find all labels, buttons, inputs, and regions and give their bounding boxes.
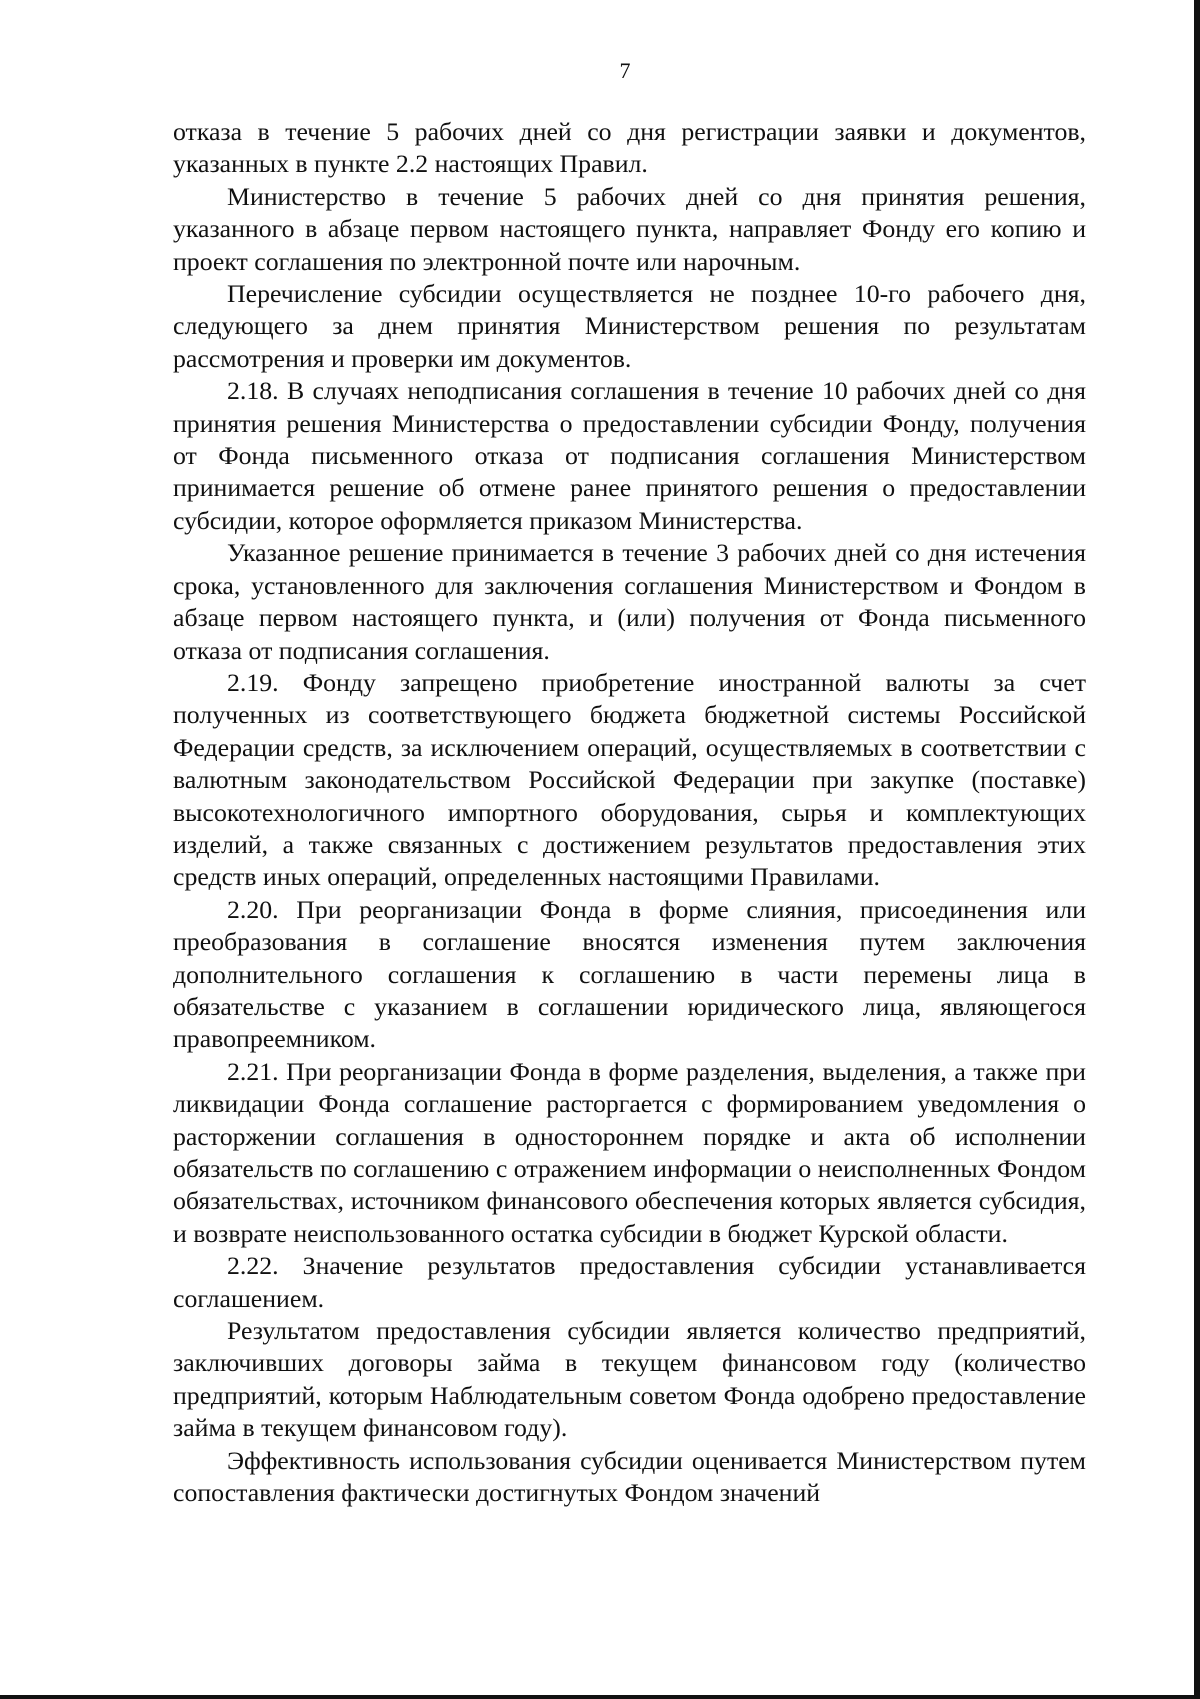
paragraph: Эффективность использования субсидии оценивается Министерством путем сопоставления фактически достигнутых Фондом значений <box>173 1445 1086 1508</box>
paragraph-2-18: 2.18. В случаях неподписания соглашения в течение 10 рабочих дней со дня принятия решения Министерства о предоставлении субсидии Фонду, получения от Фонда письменного отказа от подписания соглашения Министерством принимается решение об отмене ранее принятого решения о предоставлении субсидии, которое оформляется приказом Министерства. <box>173 376 1086 535</box>
paragraph: Перечисление субсидии осуществляется не позднее 10-го рабочего дня, следующего за днем принятия Министерством решения по результатам рассмотрения и проверки им документов. <box>173 279 1086 373</box>
paragraph: Результатом предоставления субсидии является количество предприятий, заключивших договоры займа в текущем финансовом году (количество предприятий, которым Наблюдательным советом Фонда одобрено предоставление займа в текущем финансовом году). <box>173 1316 1086 1443</box>
document-body <box>173 116 1086 1509</box>
page-number: 7 <box>619 58 631 83</box>
paragraph: Указанное решение принимается в течение 3 рабочих дней со дня истечения срока, установленного для заключения соглашения Министерством и Фондом в абзаце первом настоящего пункта, и (или) получения от Фонда письменного отказа от подписания соглашения. <box>173 538 1086 665</box>
scan-edge-bottom <box>0 1695 1200 1699</box>
paragraph: Министерство в течение 5 рабочих дней со дня принятия решения, указанного в абзаце первом настоящего пункта, направляет Фонду его копию и проект соглашения по электронной почте или нарочным. <box>173 181 1086 276</box>
paragraph-continuation: отказа в течение 5 рабочих дней со дня регистрации заявки и документов, указанных в пункте 2.2 настоящих Правил. <box>173 117 1086 179</box>
paragraph-2-21: 2.21. При реорганизации Фонда в форме разделения, выделения, а также при ликвидации Фонда соглашение расторгается с формированием уведомления о расторжении соглашения в одностороннем порядке и акта об исполнении обязательств по соглашению с отражением информации о неисполненных Фондом обязательствах, источником финансового обеспечения которых является субсидия, и возврате неиспользованного остатка субсидии в бюджет Курской области. <box>173 1056 1086 1248</box>
scan-edge-right <box>1194 0 1200 1699</box>
paragraph-2-20: 2.20. При реорганизации Фонда в форме слияния, присоединения или преобразования в соглашение вносятся изменения путем заключения дополнительного соглашения к соглашению в части перемены лица в обязательстве с указанием в соглашении юридического лица, являющегося правопреемником. <box>173 894 1086 1054</box>
paragraph-2-19: 2.19. Фонду запрещено приобретение иностранной валюты за счет полученных из соответствующего бюджета бюджетной системы Российской Федерации средств, за исключением операций, осуществляемых в соответствии с валютным законодательством Российской Федерации при закупке (поставке) высокотехнологичного импортного оборудования, сырья и комплектующих изделий, а также связанных с достижением результатов предоставления этих средств иных операций, определенных настоящими Правилами. <box>173 667 1086 892</box>
paragraph-2-22: 2.22. Значение результатов предоставления субсидии устанавливается соглашением. <box>173 1251 1086 1313</box>
